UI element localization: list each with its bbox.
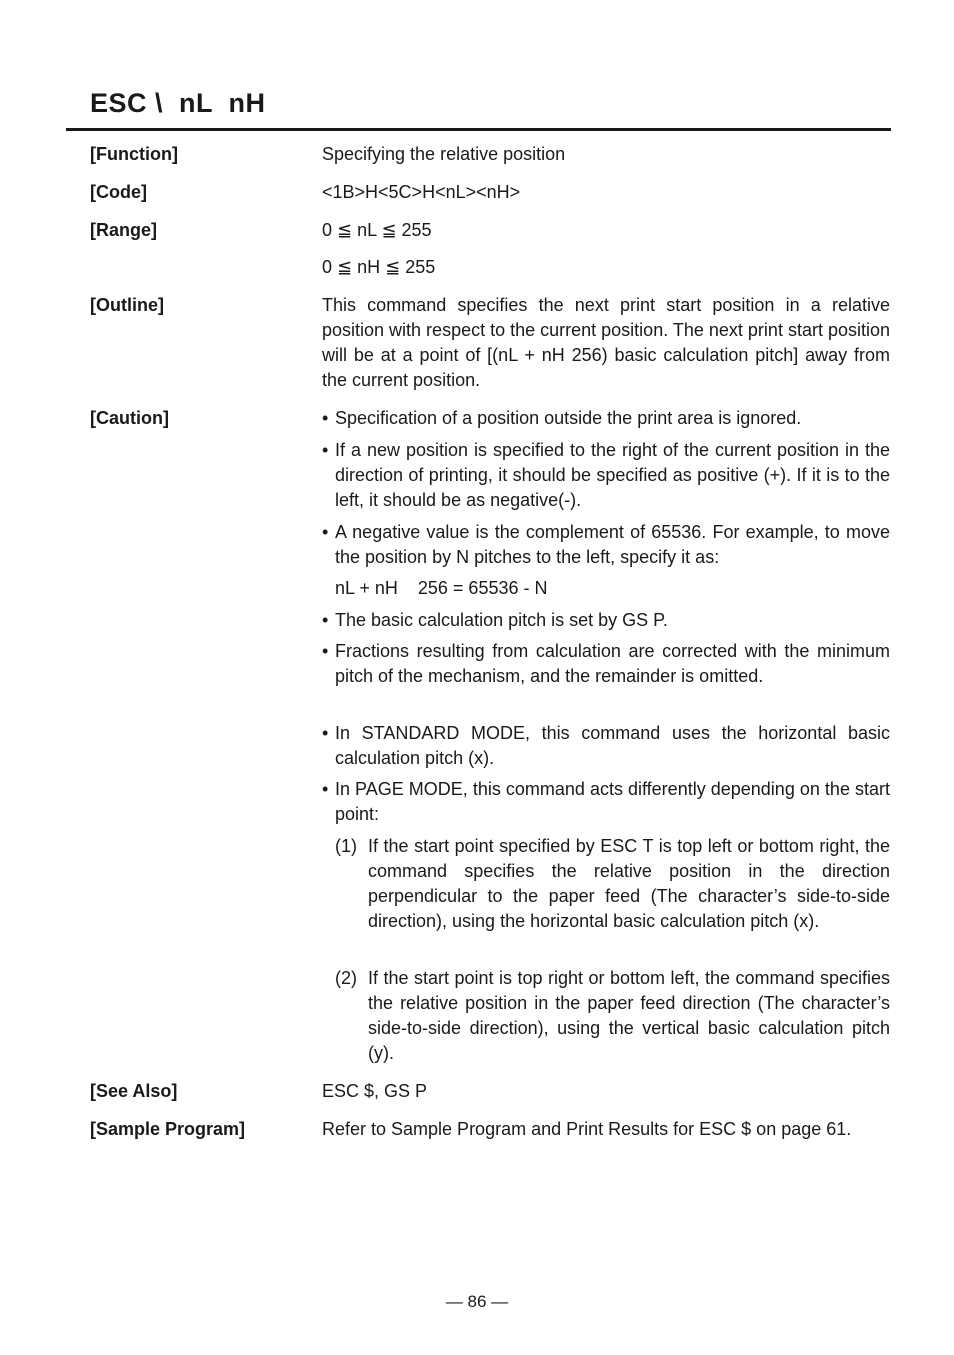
bullet-icon: •	[322, 408, 329, 428]
page-number: — 86 —	[445, 1292, 509, 1311]
outline-value: This command specifies the next print start position in a relative position with respect to the current position. The next print start position will be at a point of [(nL + nH 256) basic calculation pitch] away from the current position.	[322, 295, 890, 390]
function-value: Specifying the relative position	[322, 144, 566, 164]
bullet-icon: •	[322, 522, 329, 542]
page-title: ESC \ nL nH	[90, 88, 266, 118]
caution-label: [Caution]	[90, 408, 169, 428]
range-value-nl: 0 ≦ nL ≦ 255	[322, 220, 432, 240]
code-label: [Code]	[90, 182, 147, 202]
range-label: [Range]	[90, 220, 157, 240]
formula: nL + nH 256 = 65536 - N	[335, 578, 548, 598]
caution-item: • A negative value is the complement of 65536. For example, to move the position by N pitches to the left, specify it as:	[322, 522, 890, 567]
caution-item: • The basic calculation pitch is set by GS P.	[322, 608, 890, 633]
function-label: [Function]	[90, 144, 178, 164]
bullet-icon: •	[322, 440, 329, 460]
sample-program-label: [Sample Program]	[90, 1119, 246, 1139]
bullet-icon: •	[322, 723, 329, 743]
range-value-nh: 0 ≦ nH ≦ 255	[322, 257, 436, 277]
see-also-label: [See Also]	[90, 1081, 178, 1101]
title-divider	[66, 128, 891, 131]
sample-program-value: Refer to Sample Program and Print Results for ESC $ on page 61.	[322, 1119, 852, 1139]
see-also-value: ESC $, GS P	[322, 1081, 428, 1101]
caution-item: • In STANDARD MODE, this command uses the horizontal basic calculation pitch (x).	[322, 723, 890, 768]
bullet-icon: •	[322, 610, 329, 630]
bullet-icon: •	[322, 641, 329, 661]
caution-subitem: (2) If the start point is top right or bottom left, the command specifies the relative position in the paper feed direction (The character’s side-to-side direction), using the vertical basic calculation pitch (y).	[335, 968, 890, 1063]
outline-label: [Outline]	[90, 295, 164, 315]
caution-item: • In PAGE MODE, this command acts differently depending on the start point:	[322, 779, 890, 824]
caution-item: • Specification of a position outside the print area is ignored.	[322, 406, 890, 431]
caution-subitem: (1) If the start point specified by ESC T is top left or bottom right, the command specifies the relative position in the direction perpendicular to the paper feed (The character’s side-to-side direction), using the horizontal basic calculation pitch (x).	[335, 836, 890, 931]
bullet-icon: •	[322, 779, 329, 799]
caution-item: • If a new position is specified to the right of the current position in the direction of printing, it should be specified as positive (+). If it is to the left, it should be as negative(-).	[322, 440, 890, 510]
caution-item: • Fractions resulting from calculation are corrected with the minimum pitch of the mechanism, and the remainder is omitted.	[322, 641, 890, 686]
code-value: <1B>H<5C>H<nL><nH>	[322, 182, 521, 202]
